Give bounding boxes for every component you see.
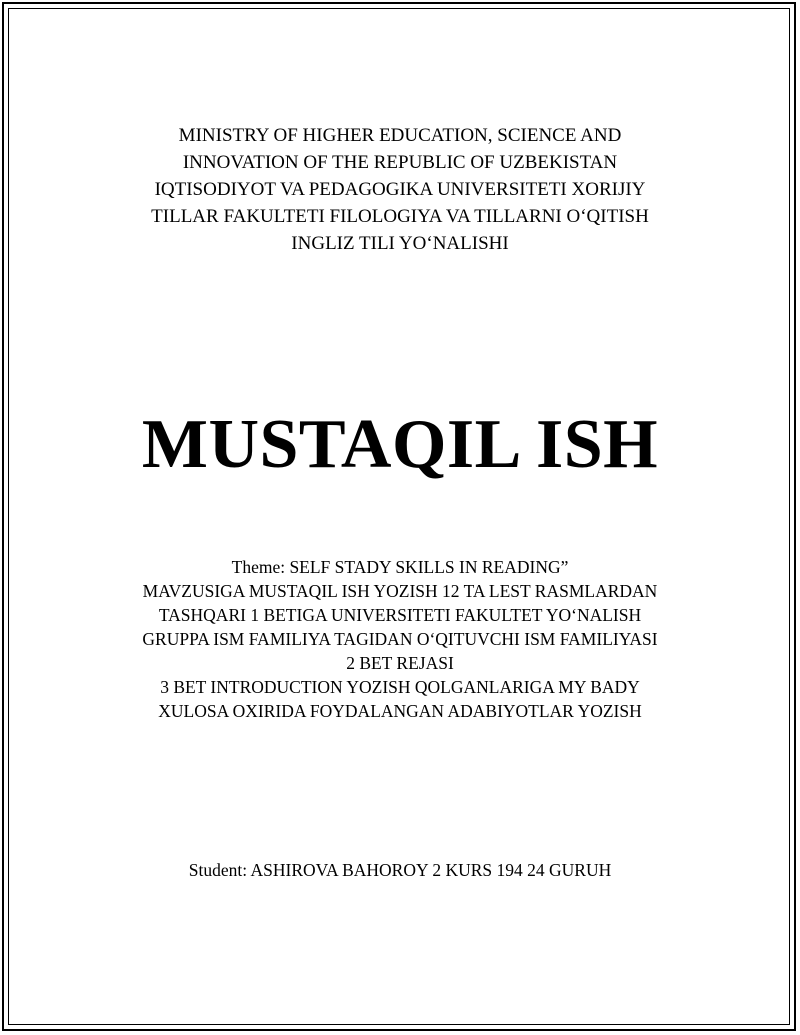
- document-title: MUSTAQIL ISH: [141, 406, 659, 483]
- theme-line: MAVZUSIGA MUSTAQIL ISH YOZISH 12 TA LEST RASMLARDAN: [142, 581, 658, 601]
- theme-line: TASHQARI 1 BETIGA UNIVERSITETI FAKULTET YO‘NALISH: [158, 605, 642, 625]
- header-line: INNOVATION OF THE REPUBLIC OF UZBEKISTAN: [182, 152, 618, 173]
- header-line: MINISTRY OF HIGHER EDUCATION, SCIENCE AND: [178, 125, 622, 146]
- institution-header: [0, 122, 800, 257]
- theme-line: GRUPPA ISM FAMILIYA TAGIDAN O‘QITUVCHI ISM FAMILIYASI: [142, 629, 658, 649]
- theme-section: [0, 555, 800, 723]
- student-info: Student: ASHIROVA BAHOROY 2 KURS 194 24 GURUH: [188, 860, 612, 880]
- header-line: INGLIZ TILI YO‘NALISHI: [291, 233, 509, 254]
- header-line: IQTISODIYOT VA PEDAGOGIKA UNIVERSITETI XORIJIY: [154, 179, 646, 200]
- theme-line: Theme: SELF STADY SKILLS IN READING”: [231, 557, 569, 577]
- theme-line: XULOSA OXIRIDA FOYDALANGAN ADABIYOTLAR YOZISH: [158, 701, 642, 721]
- header-line: TILLAR FAKULTETI FILOLOGIYA VA TILLARNI O‘QITISH: [151, 206, 649, 227]
- theme-line: 3 BET INTRODUCTION YOZISH QOLGANLARIGA MY BADY: [160, 677, 640, 697]
- theme-line: 2 BET REJASI: [346, 653, 454, 673]
